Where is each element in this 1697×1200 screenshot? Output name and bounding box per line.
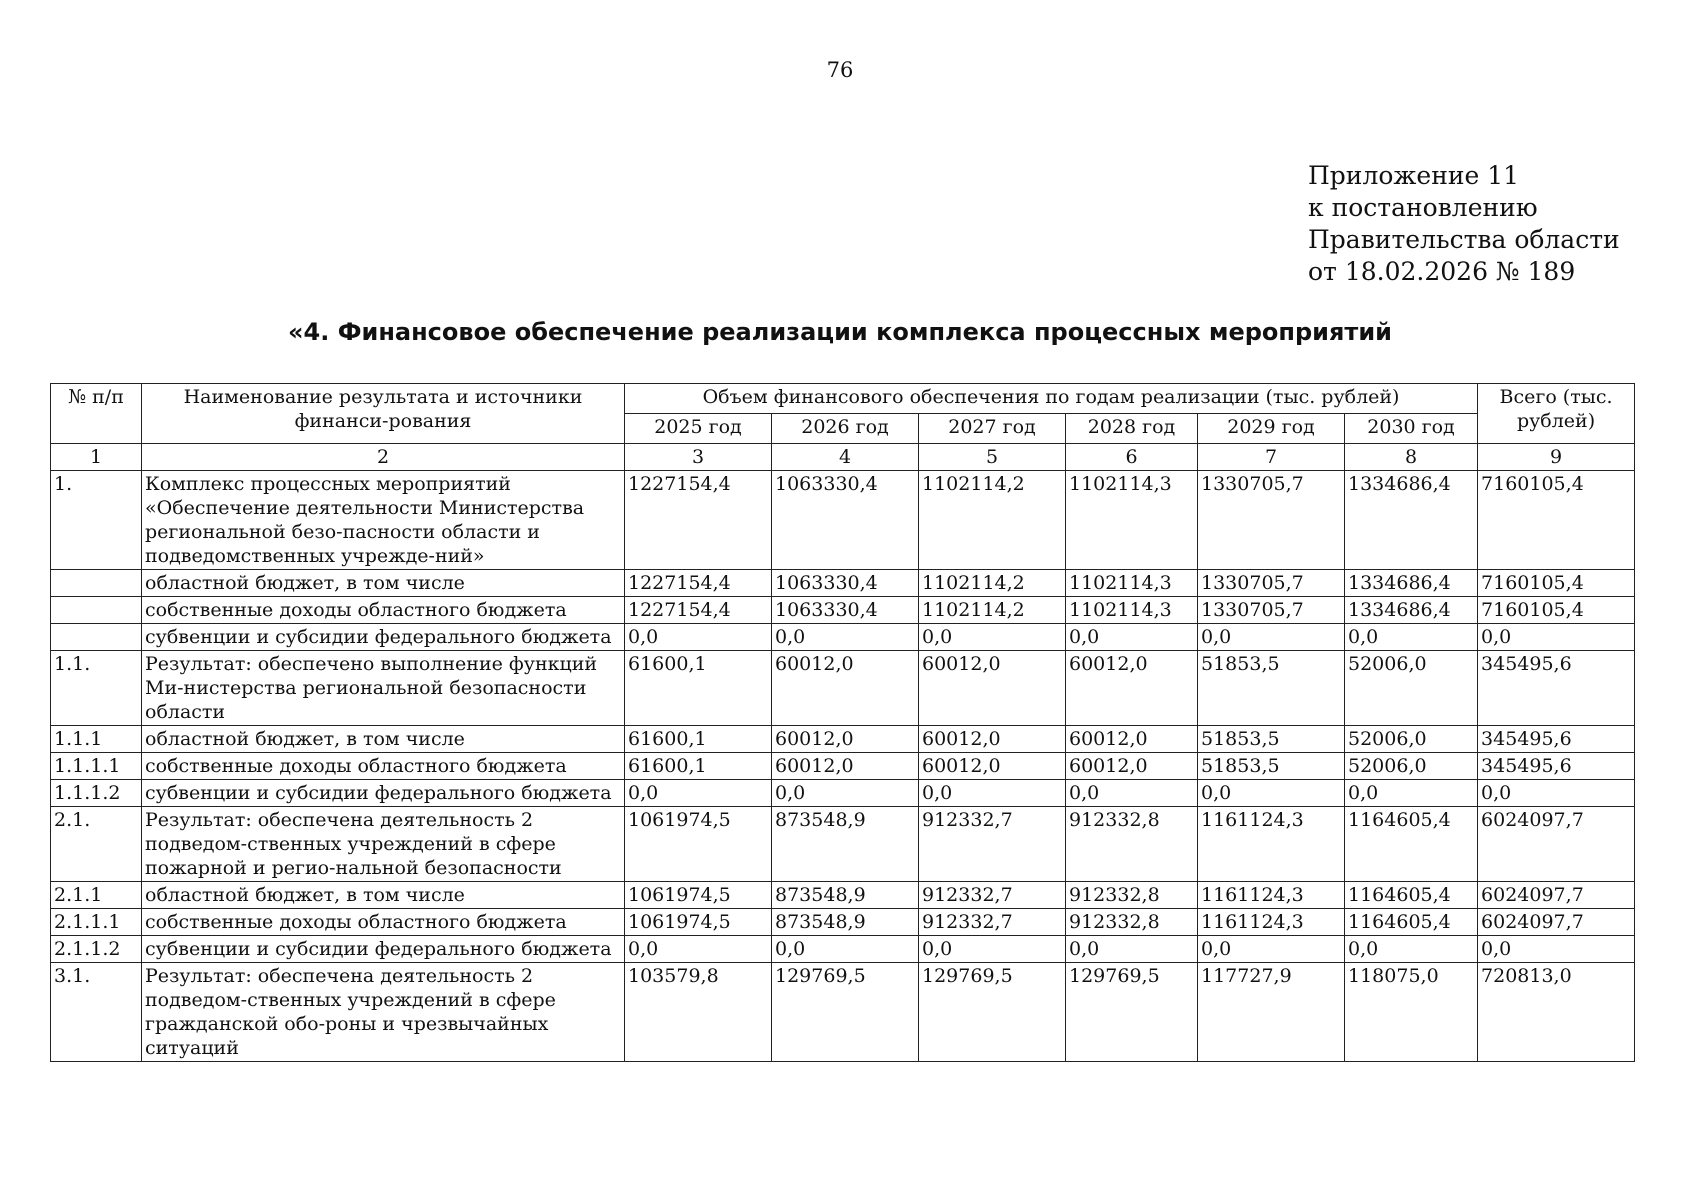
row-value: 103579,8 — [625, 963, 772, 1062]
row-value: 1227154,4 — [625, 570, 772, 597]
header-name: Наименование результата и источники финанси-рования — [142, 384, 625, 444]
row-code — [51, 570, 142, 597]
table-row — [51, 570, 1635, 597]
row-value: 1330705,7 — [1198, 597, 1345, 624]
row-total: 0,0 — [1478, 780, 1635, 807]
table-row — [51, 624, 1635, 651]
row-name: субвенции и субсидии федерального бюджета — [142, 624, 625, 651]
row-total: 345495,6 — [1478, 651, 1635, 726]
row-value: 51853,5 — [1198, 726, 1345, 753]
row-value: 0,0 — [1198, 780, 1345, 807]
row-code: 3.1. — [51, 963, 142, 1062]
row-code: 2.1.1.1 — [51, 909, 142, 936]
row-value: 118075,0 — [1345, 963, 1478, 1062]
row-code: 1.1.1.1 — [51, 753, 142, 780]
table-row — [51, 807, 1635, 882]
row-total: 7160105,4 — [1478, 471, 1635, 570]
row-value: 129769,5 — [919, 963, 1066, 1062]
column-number: 1 — [51, 444, 142, 471]
row-value: 60012,0 — [919, 651, 1066, 726]
row-value: 52006,0 — [1345, 726, 1478, 753]
annex-line: от 18.02.2026 № 189 — [1308, 257, 1576, 286]
annex-line: Правительства области — [1308, 225, 1620, 254]
header-year: 2025 год — [625, 414, 772, 444]
row-value: 1102114,3 — [1066, 471, 1198, 570]
annex-line: Приложение 11 — [1308, 161, 1520, 190]
row-code — [51, 624, 142, 651]
annex-line: к постановлению — [1308, 193, 1538, 222]
row-value: 1063330,4 — [772, 570, 919, 597]
table-row — [51, 471, 1635, 570]
section-title: «4. Финансовое обеспечение реализации комплекса процессных мероприятий — [288, 318, 1392, 346]
row-name: областной бюджет, в том числе — [142, 882, 625, 909]
row-value: 912332,7 — [919, 807, 1066, 882]
row-code: 1. — [51, 471, 142, 570]
row-value: 60012,0 — [772, 726, 919, 753]
row-code: 1.1.1.2 — [51, 780, 142, 807]
row-value: 60012,0 — [1066, 651, 1198, 726]
header-year: 2027 год — [919, 414, 1066, 444]
row-value: 0,0 — [1198, 624, 1345, 651]
row-value: 1161124,3 — [1198, 909, 1345, 936]
column-number: 2 — [142, 444, 625, 471]
row-value: 1334686,4 — [1345, 570, 1478, 597]
row-value: 129769,5 — [772, 963, 919, 1062]
row-value: 1161124,3 — [1198, 882, 1345, 909]
row-value: 60012,0 — [1066, 726, 1198, 753]
row-value: 1063330,4 — [772, 597, 919, 624]
row-total: 0,0 — [1478, 624, 1635, 651]
row-value: 0,0 — [919, 936, 1066, 963]
row-value: 1061974,5 — [625, 807, 772, 882]
row-value: 1102114,3 — [1066, 570, 1198, 597]
row-value: 0,0 — [1198, 936, 1345, 963]
row-total: 345495,6 — [1478, 726, 1635, 753]
table-row — [51, 726, 1635, 753]
row-value: 1334686,4 — [1345, 471, 1478, 570]
header-number: № п/п — [51, 384, 142, 444]
row-value: 873548,9 — [772, 882, 919, 909]
row-total: 720813,0 — [1478, 963, 1635, 1062]
row-value: 0,0 — [1066, 936, 1198, 963]
page-number: 76 — [826, 58, 854, 82]
row-value: 1102114,3 — [1066, 597, 1198, 624]
row-value: 1334686,4 — [1345, 597, 1478, 624]
row-name: субвенции и субсидии федерального бюджета — [142, 936, 625, 963]
row-value: 1161124,3 — [1198, 807, 1345, 882]
row-name: собственные доходы областного бюджета — [142, 597, 625, 624]
header-year: 2030 год — [1345, 414, 1478, 444]
row-value: 117727,9 — [1198, 963, 1345, 1062]
annex-block — [1308, 160, 1620, 288]
column-number: 6 — [1066, 444, 1198, 471]
row-value: 60012,0 — [919, 726, 1066, 753]
row-value: 0,0 — [772, 936, 919, 963]
row-value: 61600,1 — [625, 726, 772, 753]
row-value: 1227154,4 — [625, 597, 772, 624]
row-value: 60012,0 — [1066, 753, 1198, 780]
table-row — [51, 753, 1635, 780]
row-value: 912332,7 — [919, 909, 1066, 936]
row-value: 1061974,5 — [625, 909, 772, 936]
row-value: 1330705,7 — [1198, 570, 1345, 597]
row-value: 912332,8 — [1066, 807, 1198, 882]
row-total: 7160105,4 — [1478, 570, 1635, 597]
column-number: 7 — [1198, 444, 1345, 471]
row-value: 0,0 — [919, 624, 1066, 651]
row-value: 0,0 — [919, 780, 1066, 807]
row-value: 60012,0 — [772, 651, 919, 726]
row-value: 1164605,4 — [1345, 909, 1478, 936]
row-total: 6024097,7 — [1478, 807, 1635, 882]
row-value: 1063330,4 — [772, 471, 919, 570]
header-year: 2026 год — [772, 414, 919, 444]
row-value: 912332,8 — [1066, 909, 1198, 936]
row-code: 2.1.1 — [51, 882, 142, 909]
row-value: 0,0 — [625, 780, 772, 807]
row-code: 2.1. — [51, 807, 142, 882]
row-value: 0,0 — [1345, 780, 1478, 807]
row-total: 6024097,7 — [1478, 909, 1635, 936]
row-value: 129769,5 — [1066, 963, 1198, 1062]
row-code: 2.1.1.2 — [51, 936, 142, 963]
row-code: 1.1. — [51, 651, 142, 726]
row-value: 0,0 — [1066, 624, 1198, 651]
table-row — [51, 909, 1635, 936]
row-value: 0,0 — [772, 624, 919, 651]
row-value: 0,0 — [1345, 624, 1478, 651]
table-row — [51, 597, 1635, 624]
row-code: 1.1.1 — [51, 726, 142, 753]
row-name: Результат: обеспечено выполнение функций Ми-нистерства региональной безопасности области — [142, 651, 625, 726]
header-total: Всего (тыс. рублей) — [1478, 384, 1635, 444]
table-row — [51, 936, 1635, 963]
row-value: 52006,0 — [1345, 651, 1478, 726]
row-value: 60012,0 — [919, 753, 1066, 780]
row-name: Результат: обеспечена деятельность 2 подведом-ственных учреждений в сфере пожарной и регио-нальной безопасности — [142, 807, 625, 882]
row-value: 1164605,4 — [1345, 882, 1478, 909]
row-value: 0,0 — [1345, 936, 1478, 963]
row-name: субвенции и субсидии федерального бюджета — [142, 780, 625, 807]
row-value: 0,0 — [625, 624, 772, 651]
row-value: 61600,1 — [625, 651, 772, 726]
row-value: 1164605,4 — [1345, 807, 1478, 882]
row-value: 1102114,2 — [919, 471, 1066, 570]
row-value: 873548,9 — [772, 807, 919, 882]
row-value: 51853,5 — [1198, 651, 1345, 726]
column-number: 3 — [625, 444, 772, 471]
row-value: 52006,0 — [1345, 753, 1478, 780]
row-value: 1227154,4 — [625, 471, 772, 570]
row-total: 0,0 — [1478, 936, 1635, 963]
row-value: 0,0 — [625, 936, 772, 963]
row-value: 1061974,5 — [625, 882, 772, 909]
row-value: 0,0 — [772, 780, 919, 807]
row-value: 0,0 — [1066, 780, 1198, 807]
row-name: Комплекс процессных мероприятий «Обеспечение деятельности Министерства региональной безо-пасности области и подведомственных учрежде-ний» — [142, 471, 625, 570]
table-row — [51, 780, 1635, 807]
header-volume: Объем финансового обеспечения по годам реализации (тыс. рублей) — [625, 384, 1478, 414]
row-name: областной бюджет, в том числе — [142, 726, 625, 753]
row-value: 51853,5 — [1198, 753, 1345, 780]
row-value: 60012,0 — [772, 753, 919, 780]
row-value: 61600,1 — [625, 753, 772, 780]
row-value: 1102114,2 — [919, 597, 1066, 624]
row-total: 7160105,4 — [1478, 597, 1635, 624]
row-value: 912332,7 — [919, 882, 1066, 909]
column-number: 8 — [1345, 444, 1478, 471]
column-number: 5 — [919, 444, 1066, 471]
row-value: 1330705,7 — [1198, 471, 1345, 570]
table-row — [51, 882, 1635, 909]
row-value: 873548,9 — [772, 909, 919, 936]
row-name: собственные доходы областного бюджета — [142, 753, 625, 780]
row-code — [51, 597, 142, 624]
row-total: 6024097,7 — [1478, 882, 1635, 909]
row-total: 345495,6 — [1478, 753, 1635, 780]
row-name: собственные доходы областного бюджета — [142, 909, 625, 936]
row-value: 1102114,2 — [919, 570, 1066, 597]
table-row — [51, 651, 1635, 726]
column-number: 9 — [1478, 444, 1635, 471]
column-number: 4 — [772, 444, 919, 471]
row-name: областной бюджет, в том числе — [142, 570, 625, 597]
row-value: 912332,8 — [1066, 882, 1198, 909]
header-year: 2028 год — [1066, 414, 1198, 444]
financing-table — [50, 383, 1635, 1062]
header-year: 2029 год — [1198, 414, 1345, 444]
table-row — [51, 963, 1635, 1062]
row-name: Результат: обеспечена деятельность 2 подведом-ственных учреждений в сфере гражданской обо-роны и чрезвычайных ситуаций — [142, 963, 625, 1062]
